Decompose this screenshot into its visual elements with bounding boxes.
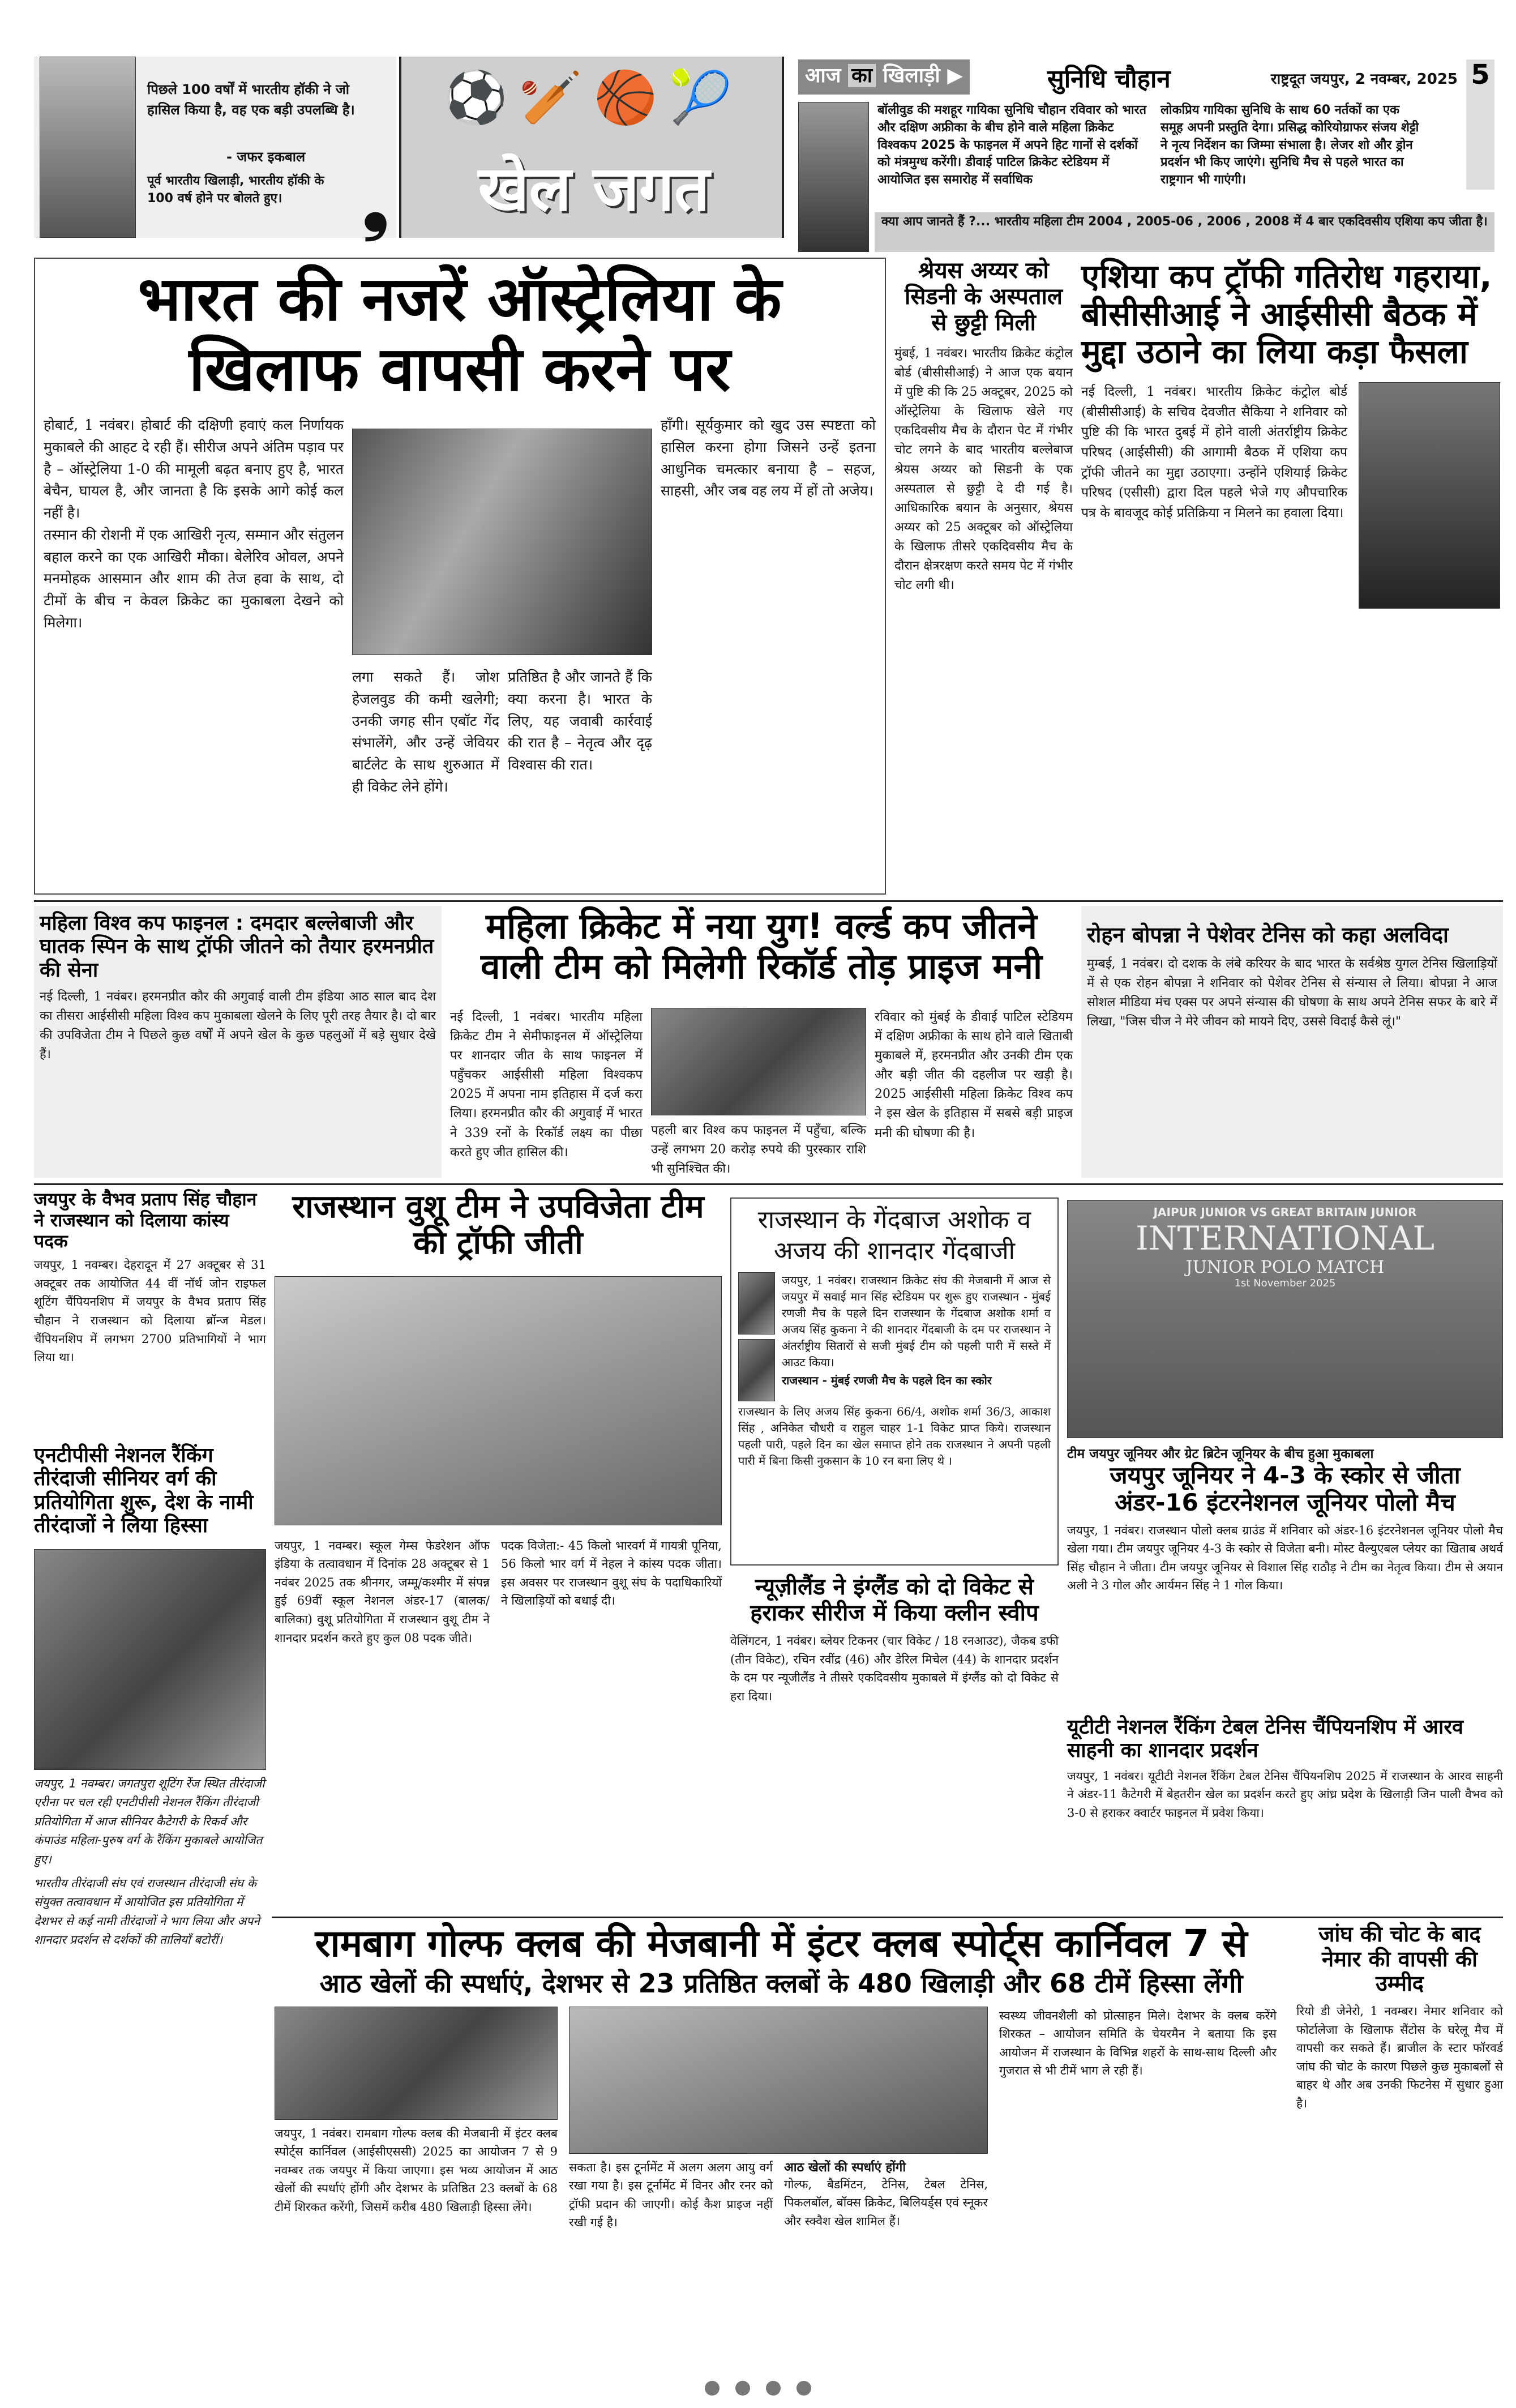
golf-col2 [569,2007,988,2232]
ashok-photos [738,1272,775,1401]
golf-photo-1 [275,2007,558,2120]
page-number: 5 [1466,59,1494,190]
golf-headline: रामबाग गोल्फ क्लब की मेजबानी में इंटर क्लब स्पोर्ट्स कार्निवल 7 से [315,1922,1248,1965]
bopanna-headline: रोहन बोपन्ना ने पेशेवर टेनिस को कहा अलविदा [1087,922,1449,947]
prize-money-body3: पहली बार विश्व कप फाइनल में पहुँचा, बल्कि उन्हें लगभग 20 करोड़ रुपये की पुरस्कार राशि भी सुनिश्चित की। [651,1123,866,1177]
paragraph: होबार्ट, 1 नवंबर। होबार्ट की दक्षिणी हवाएं कल निर्णायक मुकाबले की आहट दे रही हैं। सीरीज अपने अंतिम पड़ाव पर है – ऑस्ट्रेलिया 1-0 की मामूली बढ़त बनाए हुए है, भारत बेचैन, घायल है, और जानता है कि इसके आगे कोई कल नहीं है। [44,417,344,521]
wushu-photo [275,1276,722,1525]
prize-money-photo [651,1008,866,1115]
asia-cup-content [1081,382,1503,609]
player-of-day [798,59,1494,252]
wushu-columns [275,1537,722,1647]
footer-dot [766,2381,781,2396]
nz-headline: न्यूज़ीलैंड ने इंग्लैंड को दो विकेट से हराकर सीरीज में किया क्लीन स्वीप [750,1574,1039,1626]
section-logo [399,57,784,238]
shooting-body: जयपुर, 1 नवम्बर। देहरादून में 27 अक्टूबर से 31 अक्टूबर तक आयोजित 44 वीं नॉर्थ जोन राइफल शूटिंग चैंपियनशिप में जयपुर के वैभव प्रताप सिंह चौहान ने राजस्थान को दिलाया ब्रॉन्ज मेडल। चैंपियनशिप में लगभग 2700 प्रतिभागियों ने भाग लिया था। [34,1258,266,1365]
player-name: सुनिधि चौहान [1047,65,1171,93]
ashok-body: जयपुर, 1 नवंबर। राजस्थान क्रिकेट संघ की मेजबानी में आज से जयपुर में सवाई मान सिंह स्टेडियम पर शुरू हुए राजस्थान - मुंबई रणजी मैच के पहले दिन राजस्थान के गेंदबाज अशोक शर्मा व अजय सिंह कुकना ने की शानदार गेंदबाजी के दम पर राजस्थान ने अंतर्राष्ट्रीय सितारों से सजी मुंबई टीम को पहली पारी में सस्ते में आउट किया। [782,1273,1051,1369]
photo-banner-text: INTERNATIONAL [1135,1219,1435,1258]
main-photo [352,429,652,655]
wushu-body2: पदक विजेता:- 45 किलो भारवर्ग में गायत्री पूनिया, 56 किलो भार वर्ग में नेहल ने कांस्य पदक जीता। इस अवसर पर राजस्थान वुशू संघ के पदाधिकारियों ने खिलाड़ियों को बधाई दी। [501,1538,722,1608]
golf-photo-2 [569,2007,988,2154]
asia-cup-headline: एशिया कप ट्रॉफी गतिरोध गहराया, बीसीसीआई ने आईसीसी बैठक में मुद्दा उठाने का लिया कड़ा फैसला [1081,257,1492,371]
quote-text: पिछले 100 वर्षों में भारतीय हॉकी ने जो हासिल किया है, वह एक बड़ी उपलब्धि है। [147,82,355,118]
photo-banner-text: JAIPUR JUNIOR VS GREAT BRITAIN JUNIOR [1153,1205,1417,1219]
golf-subhead: आठ खेलों की स्पर्धाएं, देशभर से 23 प्रतिष्ठित क्लबों के 480 खिलाड़ी और 68 टीमें हिस्सा लेंगी [319,1968,1243,1999]
divider [34,900,1503,902]
neymar-body: रियो डी जेनेरो, 1 नवम्बर। नेमार शनिवार को फोर्टालेजा के खिलाफ सैंटोस के घरेलू मैच में वापसी कर सकते हैं। ब्राजील के स्टार फॉरवर्ड जांघ की चोट के कारण पिछले कुछ मुकाबलों से बाहर थे और अब उनकी फिटनेस में सुधार हुआ है। [1296,2004,1503,2110]
section-title: खेल जगत [478,152,710,225]
prize-money-body1: नई दिल्ली, 1 नवंबर। भारतीय महिला क्रिकेट टीम ने सेमीफाइनल में ऑस्ट्रेलिया पर शानदार जीत के साथ फाइनल में पहुँचकर आईसीसी महिला विश्वकप 2025 में अपना नाम इतिहास में दर्ज करा लिया। हरमनप्रीत कौर की अगुवाई में भारत ने 339 रनों के रिकॉर्ड लक्ष्य का पीछा करते हुए जीत हासिल की। [450,1010,643,1160]
shooting-story [34,1189,266,1438]
bopanna-story [1081,906,1503,1178]
quote-caption: पूर्व भारतीय खिलाड़ी, भारतीय हॉकी के 100 वर्ष होने पर बोलते हुए। [147,174,324,206]
neymar-headline: जांघ की चोट के बाद नेमार की वापसी की उम्मीद [1318,1922,1481,1996]
date-line: राष्ट्रदूत जयपुर, 2 नवम्बर, 2025 [1270,71,1458,88]
polo-photo [1067,1200,1503,1438]
polo-kicker: टीम जयपुर जूनियर और ग्रेट ब्रिटेन जूनियर के बीच हुआ मुकाबला [1067,1447,1374,1461]
asia-cup-body: नई दिल्ली, 1 नवंबर। भारतीय क्रिकेट कंट्रोल बोर्ड (बीसीसीआई) के सचिव देवजीत सैकिया ने शनिवार को पुष्टि की कि भारत दुबई में होने वाली अंतर्राष्ट्रीय क्रिकेट परिषद (आईसीसी) की आगामी बैठक में एशिया कप ट्रॉफी जीतने का मुद्दा उठाएगा। उन्होंने एशियाई क्रिकेट परिषद (एसीसी) द्वारा दिल पहले भेजे गए औपचारिक पत्र के बावजूद कोई प्रतिक्रिया न मिलने का हवाला दिया। [1081,384,1347,520]
sports-equipment-icon: ⚽🏏🏀🎾 [444,68,744,127]
golf-story [275,1922,1288,2375]
did-you-know: क्या आप जानते हैं ?... भारतीय महिला टीम 2004 , 2005-06 , 2006 , 2008 में 4 बार एकदिवसीय एशिया कप जीता है। [875,212,1494,252]
nz-body: वेलिंगटन, 1 नवंबर। ब्लेयर टिकनर (चार विकेट / 18 रनआउट), जैकब डफी (तीन विकेट), रचिन रवींद्र (46) और डेरिल मिचेल (44) के शानदार प्रदर्शन के दम पर न्यूजीलैंड ने तीसरे एकदिवसीय मुकाबले में इंग्लैंड को दो विकेट से हरा दिया। [730,1634,1059,1703]
archery-story [34,1444,266,2372]
prize-money-headline: महिला क्रिकेट में नया युग! वर्ल्ड कप जीतने वाली टीम को मिलेगी रिकॉर्ड तोड़ प्राइज मनी [480,905,1043,987]
shreyas-body: मुंबई, 1 नवंबर। भारतीय क्रिकेट कंट्रोल बोर्ड (बीसीसीआई) ने आज एक बयान में पुष्टि की कि 25 अक्टूबर, 2025 को ऑस्ट्रेलिया के खिलाफ खेले गए एकदिवसीय मैच के दौरान पेट में गंभीर चोट लगने के बाद भारतीय बल्लेबाज श्रेयस अय्यर को सिडनी के एक अस्पताल से छुट्टी दे दी गई है। आधिकारिक बयान के अनुसार, श्रेयस अय्यर को 25 अक्टूबर को ऑस्ट्रेलिया के खिलाफ तीसरे एकदिवसीय मैच के दौरान क्षेत्ररक्षण करते समय पेट में गंभीर चोट लगी थी। [894,347,1073,593]
ashok-body2: राजस्थान के लिए अजय सिंह कुकना 66/4, अशोक शर्मा 36/3, आकाश सिंह , अनिकेत चौधरी व राहुल चाहर 1-1 विकेट प्राप्त किये। राजस्थान पहली पारी, पहले दिन का खेल समाप्त होने तक राजस्थान ने अपनी पहली पारी में बिना किसी नुकसान के 10 रन बना लिए थे । [738,1405,1051,1468]
archery-caption: जयपुर, 1 नवम्बर। जगतपुरा शूटिंग रेंज स्थित तीरंदाजी एरीना पर चल रही एनटीपीसी नेशनल रैंकिंग तीरंदाजी प्रतियोगिता में आज सीनियर कैटेगरी के रिकर्व और कंपाउंड महिला-पुरुष वर्ग के रैंकिंग मुकाबले आयोजित हुए। [34,1776,265,1866]
player-text-col2: लोकप्रिय गायिका सुनिधि के साथ 60 नर्तकों का एक समूह अपनी प्रस्तुति देगा। प्रसिद्ध कोरियोग्राफर संजय शेट्टी ने नृत्य निर्देशन का जिम्मा संभाला है। लेजर शो और ड्रोन प्रदर्शन भी किए जाएंगे। सुनिधि मैच से पहले भारत का राष्ट्रगान भी गाएंगी। [1160,103,1419,187]
main-body-col3: प्रतिष्ठित है और जानते हैं कि क्या करना है। भारत के लिए, यह जवाबी कार्रवाई की रात है – नेतृत्व और दृढ़ विश्वास की रात। [508,669,652,773]
golf-col1 [275,2007,558,2232]
quote-panel [34,57,396,243]
golf-body2: सकता है। इस टूर्नामेंट में अलग अलग आयु वर्ग रखा गया है। इस टूर्नामेंट में विनर और रनर को ट्रॉफी प्रदान की जाएगी। कोई कैश प्राइज नहीं रखी गई है। [569,2160,773,2230]
photo-banner-text: JUNIOR POLO MATCH [1185,1258,1385,1277]
shreyas-story [894,258,1073,895]
golf-columns [275,2007,1288,2232]
polo-headline: जयपुर जूनियर ने 4-3 के स्कोर से जीता अंडर-16 इंटरनेशनल जूनियर पोलो मैच [1110,1461,1461,1517]
ajay-photo [738,1339,775,1401]
label-part: आज [805,64,841,87]
archery-body: भारतीय तीरंदाजी संघ एवं राजस्थान तीरंदाजी संघ के संयुक्त तत्वावधान में आयोजित इस प्रतियोगिता में देशभर से कई नामी तीरंदाजों ने भाग लिया और अपने शानदार प्रदर्शन से दर्शकों की तालियाँ बटोरीं। [34,1876,260,1947]
tt-headline: यूटीटी नेशनल रैंकिंग टेबल टेनिस चैंपियनशिप में आरव साहनी का शानदार प्रदर्शन [1067,1716,1464,1763]
ashok-row [738,1272,1051,1401]
footer-dots [0,2381,1516,2398]
footer-dot [796,2381,811,2396]
golf-subcols [569,2158,988,2232]
ashok-subhead: राजस्थान - मुंबई रणजी मैच के पहले दिन का स्कोर [782,1374,992,1387]
harmanpreet-body: नई दिल्ली, 1 नवंबर। हरमनप्रीत कौर की अगुवाई वाली टीम इंडिया आठ साल बाद देश का तीसरा आईसीसी महिला विश्व कप मुकाबला खेलने के लिए पूरी तरह तैयार है। दो बार की उपविजेता टीम ने पिछले कुछ वर्षों में अपने खेल के कुछ पहलुओं में बड़े सुधार देखे हैं। [40,990,436,1062]
polo-body: जयपुर, 1 नवंबर। राजस्थान पोलो क्लब ग्राउंड में शनिवार को अंडर-16 इंटरनेशनल जूनियर पोलो मैच खेला गया। टीम जयपुर जूनियर 4-3 के स्कोर से विजेता बनी। मोस्ट वैल्युएबल प्लेयर का खिताब अथर्व सिंह चौहान ने जीता। टीम जयपुर जूनियर से विशाल सिंह राठौड़ ने टीम का नेतृत्व किया। टीम से अयान अली ने 3 गोल और आर्यमन सिंह ने 1 गोल किया। [1067,1523,1503,1593]
shooting-headline: जयपुर के वैभव प्रताप सिंह चौहान ने राजस्थान को दिलाया कांस्य पदक [34,1188,257,1252]
golf-subhead2: आठ खेलों की स्पर्धाएं होंगी [784,2160,906,2175]
golf-subcol [784,2158,988,2232]
main-body-col4: हाँगी। सूर्यकुमार को खुद उस स्पष्टता को हासिल करना होगा जिसने उन्हें इतना आधुनिक चमत्कार बनाया है – सहज, साहसी, और जब वह लय में हों तो अजेय। [661,417,876,499]
label-part: खिलाड़ी [883,64,940,87]
player-text-col1: बॉलीवुड की मशहूर गायिका सुनिधि चौहान रविवार को भारत और दक्षिण अफ्रीका के बीच होने वाले महिला क्रिकेट विश्वकप 2025 के फाइनल में अपने हिट गानों से दर्शकों को मंत्रमुग्ध करेंगी। डीवाई पाटिल क्रिकेट स्टेडियम में आयोजित इस समारोह में सर्वाधिक [877,103,1147,187]
label-part: का [848,64,876,87]
quote-mark-icon: ❟ [362,164,389,243]
quote-author-photo [40,57,136,238]
asia-cup-photo [1359,382,1500,609]
divider [272,1917,1503,1918]
bopanna-body: मुम्बई, 1 नवंबर। दो दशक के लंबे करियर के बाद भारत के सर्वश्रेष्ठ युगल टेनिस खिलाड़ियों में से एक रोहन बोपन्ना ने शनिवार को पेशेवर टेनिस से संन्यास ले लिया। बोपन्ना ने आज सोशल मीडिया मंच एक्स पर अपने संन्यास की घोषणा के साथ अपने टेनिस सफर के बारे में लिखा, "जिस चीज ने मेरे जीवन को मायने दिए, उससे विदाई कैसे लूं।" [1087,956,1497,1029]
paragraph: तस्मान की रोशनी में एक आखिरी नृत्य, सम्मान और संतुलन बहाल करने का एक आखिरी मौका। बेलेरिव ओवल, अपने मनमोहक आसमान और शाम की तेज हवा के साथ, दो टीमों के बीच न केवल क्रिकेट का मुकाबला देखने को मिलेगा। [44,526,344,631]
tt-story [1067,1716,1503,1914]
harmanpreet-story [34,906,442,1178]
prize-money-story [450,906,1073,1178]
main-story [34,258,886,895]
wushu-headline: राजस्थान वुशू टीम ने उपविजेता टीम की ट्रॉफी जीती [292,1188,704,1262]
golf-body1: जयपुर, 1 नवंबर। रामबाग गोल्फ क्लब की मेजबानी में इंटर क्लब स्पोर्ट्स कार्निवल (आईसीएससी) 2025 का आयोजन 7 से 9 नवम्बर तक जयपुर में किया जाएगा। इस भव्य आयोजन में आठ खेलों की स्पर्धाएं होंगी और देशभर के प्रतिष्ठित 23 क्लबों के 68 टीमें शिरकत करेंगी, जिसमें करीब 480 खिलाड़ी हिस्सा लेंगे। [275,2126,558,2214]
wushu-story [275,1189,722,1914]
footer-dot [705,2381,720,2396]
ashok-story [730,1197,1059,1566]
harmanpreet-headline: महिला विश्व कप फाइनल : दमदार बल्लेबाजी और घातक स्पिन के साथ ट्रॉफी जीतने को तैयार हरमनप्रीत की सेना [40,912,434,982]
polo-story [1067,1200,1503,1710]
tt-body: जयपुर, 1 नवंबर। यूटीटी नेशनल रैंकिंग टेबल टेनिस चैंपियनशिप 2025 में राजस्थान के आरव साहनी ने अंडर-11 कैटेगरी में बेहतरीन खेल का प्रदर्शन करते हुए आंध्र प्रदेश के खिलाड़ी जिन पाली वैभव को 3-0 से हराकर क्वार्टर फाइनल में प्रवेश किया। [1067,1769,1503,1820]
golf-body4: स्वस्थ्य जीवनशैली को प्रोत्साहन मिले। देशभर के क्लब करेंगे शिरकत – आयोजन समिति के चेयरमैन ने बताया कि इस आयोजन में राजस्थान के विभिन्न शहरों के साथ-साथ दिल्ली और गुजरात से भी टीमें भाग ले रही हैं। [999,2008,1277,2078]
archery-photo [34,1549,266,1770]
ashok-photo [738,1272,775,1335]
main-body-col1 [44,414,344,634]
prize-money-body2: रविवार को मुंबई के डीवाई पाटिल स्टेडियम में दक्षिण अफ्रीका के साथ होने वाले खिताबी मुकाबले में, हरमनप्रीत और उनकी टीम एक और बड़ी जीत की दहलीज पर खड़ी है। 2025 आईसीसी महिला क्रिकेट विश्व कप ने इस खेल के इतिहास में सबसे बड़ी प्राइज मनी की घोषणा की है। [875,1010,1073,1140]
archery-headline: एनटीपीसी नेशनल रैंकिंग तीरंदाजी सीनियर वर्ग की प्रतियोगिता शुरू, देश के नामी तीरंदाजों ने लिया हिस्सा [34,1444,254,1538]
quote-author: - जफर इकबाल [226,149,306,165]
wushu-body1: जयपुर, 1 नवम्बर। स्कूल गेम्स फेडरेशन ऑफ इंडिया के तत्वावधान में दिनांक 28 अक्टूबर से 1 नवंबर 2025 तक श्रीनगर, जम्मू/कश्मीर में संपन्न हुई 69वीं स्कूल नेशनल अंडर-17 (बालक/बालिका) वुशू प्रतियोगिता में राजस्थान वुशू टीम ने शानदार प्रदर्शन करते हुए कुल 08 पदक जीते। [275,1538,490,1645]
player-of-day-label: आज का खिलाड़ी ▶ [798,59,970,95]
divider [34,1183,1503,1185]
player-photo [798,102,869,252]
main-headline: भारत की नजरें ऑस्ट्रेलिया के खिलाफ वापसी करने पर [138,264,782,405]
nz-story [730,1574,1059,1914]
photo-banner-text: 1st November 2025 [1234,1277,1336,1289]
ashok-text [782,1272,1051,1401]
asia-cup-story [1081,258,1503,895]
main-body-col2: लगा सकते हैं। जोश हेजलवुड की कमी खलेगी; उनकी जगह सीन एबॉट गेंद संभालेंगे, और उन्हें जेवियर बार्टलेट के साथ शुरुआत में ही विकेट लेने होंगे। [352,669,499,795]
footer-dot [735,2381,750,2396]
shreyas-headline: श्रेयस अय्यर को सिडनी के अस्पताल से छुट्टी मिली [904,258,1063,336]
golf-body3: गोल्फ, बैडमिंटन, टेनिस, टेबल टेनिस, पिकलबॉल, बॉक्स क्रिकेट, बिलियर्ड्स एवं स्नूकर और स्क्वैश खेल शामिल हैं। [784,2177,988,2228]
neymar-story [1296,1922,1503,2375]
ashok-headline: राजस्थान के गेंदबाज अशोक व अजय की शानदार गेंदबाजी [757,1205,1031,1265]
